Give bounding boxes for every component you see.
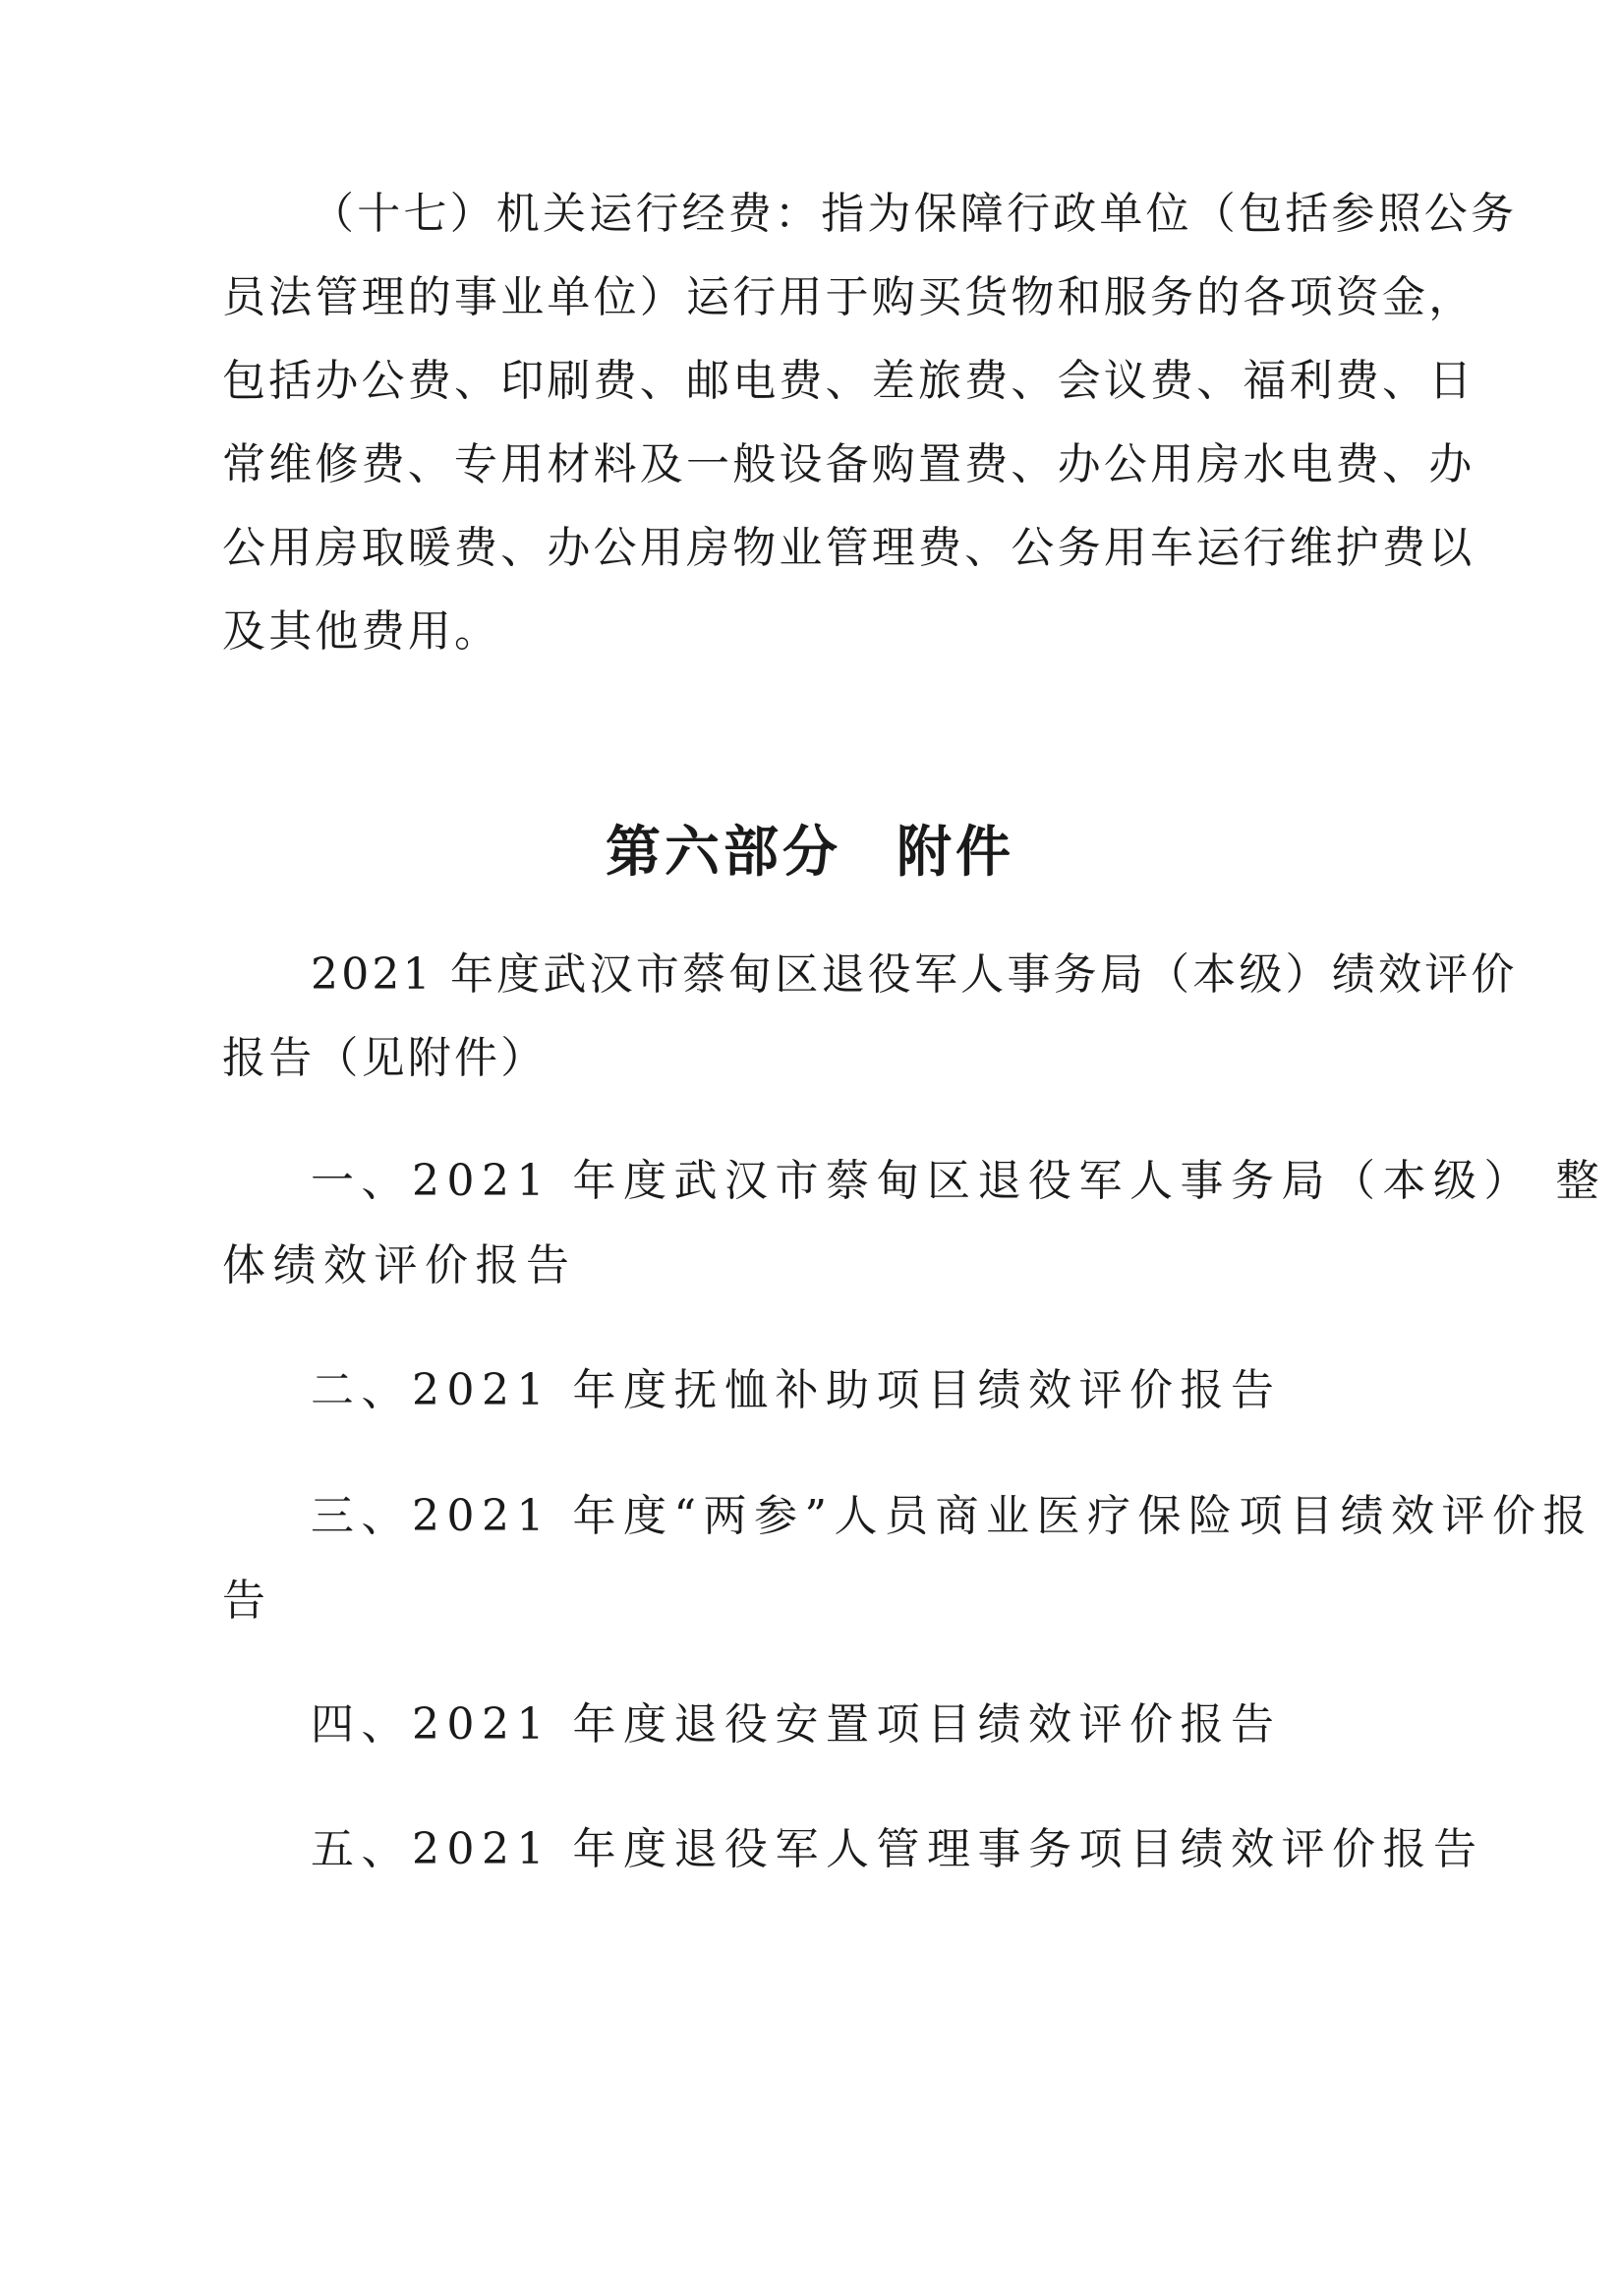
attachments-intro-line-1: 2021 年度武汉市蔡甸区退役军人事务局（本级）绩效评价 [311, 949, 1518, 1000]
attachment-item-3-line-1: 三、2021 年度“两参”人员商业医疗保险项目绩效评价报 [311, 1491, 1593, 1541]
attachment-item-5: 五、2021 年度退役军人管理事务项目绩效评价报告 [311, 1824, 1484, 1874]
definition-line-3: 包括办公费、印刷费、邮电费、差旅费、会议费、福利费、日 [222, 356, 1475, 406]
section-title-part: 第六部分 [606, 821, 841, 885]
attachment-item-4: 四、2021 年度退役安置项目绩效评价报告 [311, 1699, 1282, 1750]
definition-line-4: 常维修费、专用材料及一般设备购置费、办公用房水电费、办 [222, 439, 1475, 489]
attachment-item-1-line-1: 一、2021 年度武汉市蔡甸区退役军人事务局（本级） 整 [311, 1156, 1606, 1206]
section-title [0, 821, 1620, 885]
section-title-name: 附件 [897, 821, 1014, 885]
definition-line-6: 及其他费用。 [222, 606, 501, 657]
attachment-item-3-line-2: 告 [222, 1576, 273, 1626]
attachment-item-2: 二、2021 年度抚恤补助项目绩效评价报告 [311, 1365, 1282, 1415]
definition-line-5: 公用房取暖费、办公用房物业管理费、公务用车运行维护费以 [222, 523, 1475, 573]
attachment-item-1-line-2: 体绩效评价报告 [222, 1240, 577, 1291]
definition-line-1: （十七）机关运行经费：指为保障行政单位（包括参照公务 [311, 189, 1518, 239]
attachments-intro-line-2: 报告（见附件） [222, 1033, 548, 1083]
definition-line-2: 员法管理的事业单位）运行用于购买货物和服务的各项资金， [222, 272, 1475, 322]
